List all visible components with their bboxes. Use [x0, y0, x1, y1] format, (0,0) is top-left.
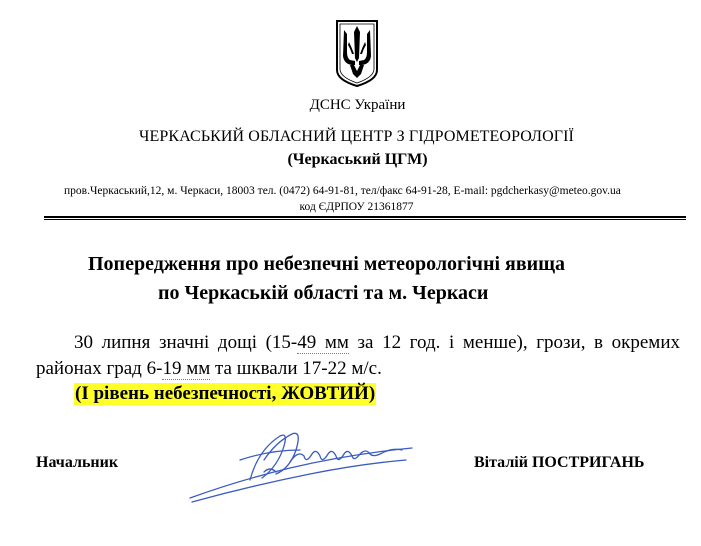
contact-line: пров.Черкаський,12, м. Черкаси, 18003 тел. (0472) 64-91-81, тел/факс 64-91-28, E-mail: pgdcherkasy@meteo.gov.ua	[64, 185, 621, 197]
header-divider	[44, 216, 686, 218]
signer-position: Начальник	[36, 454, 119, 471]
body-amount-rain: 49 мм	[297, 332, 349, 353]
header-divider-thin	[44, 219, 686, 220]
body-part-1: 30 липня значні дощі (15-	[74, 332, 298, 353]
org-short-name: (Черкаський ЦГМ)	[287, 151, 428, 168]
org-parent: ДСНС України	[309, 97, 406, 113]
danger-level-badge: (І рівень небезпечності, ЖОВТИЙ)	[75, 383, 376, 404]
warning-body	[36, 330, 680, 382]
body-part-2: за 12 год. і менше), грози, в окремих районах град 6-	[36, 332, 680, 379]
warning-title-line-1: Попередження про небезпечні метеорологічні явища	[88, 253, 566, 275]
edrpou-code: код ЄДРПОУ 21361877	[299, 201, 414, 213]
body-amount-hail: 19 мм	[162, 358, 211, 379]
body-part-3: та шквали 17-22 м/с.	[210, 358, 382, 379]
warning-title-line-2: по Черкаській області та м. Черкаси	[158, 282, 489, 304]
trident-emblem-icon	[334, 18, 380, 88]
handwritten-signature	[180, 420, 420, 510]
signer-name: Віталій ПОСТРИГАНЬ	[474, 454, 645, 471]
org-name: ЧЕРКАСЬКИЙ ОБЛАСНИЙ ЦЕНТР З ГІДРОМЕТЕОРОЛОГІЇ	[139, 128, 574, 145]
